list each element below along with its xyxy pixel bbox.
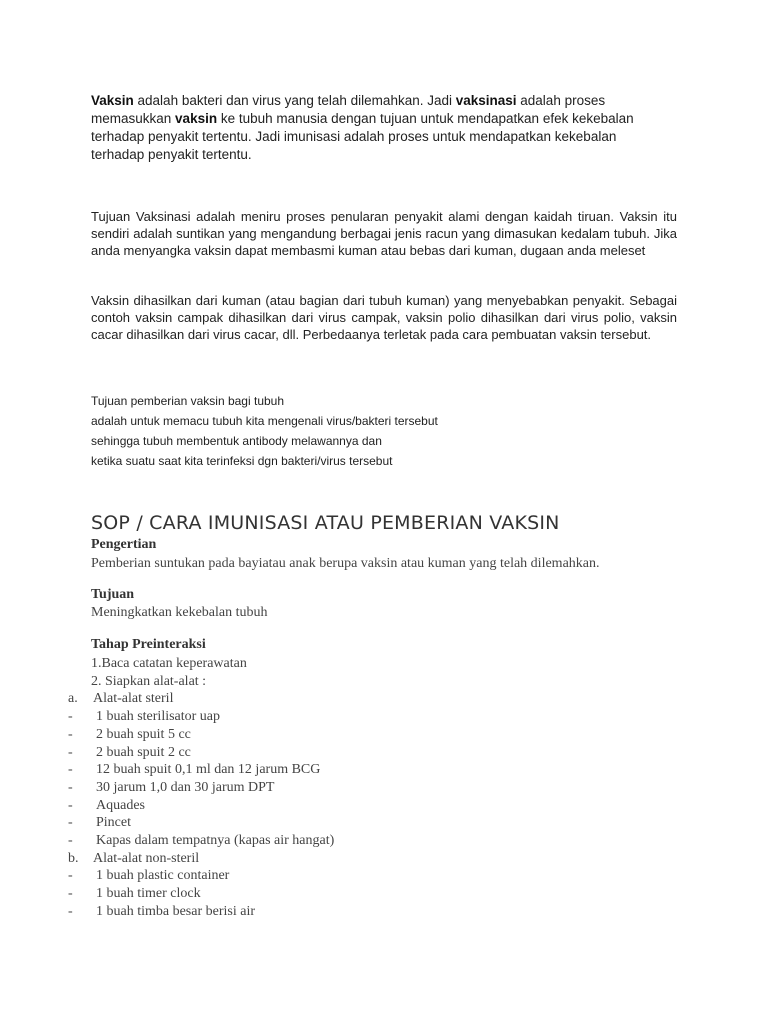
list-dash-marker: -: [68, 886, 73, 902]
list-item-text: 12 buah spuit 0,1 ml dan 12 jarum BCG: [96, 762, 321, 778]
sop-title: SOP / CARA IMUNISASI ATAU PEMBERIAN VAKSIN: [91, 512, 560, 534]
intro-text: adalah bakteri dan virus yang telah dilemahkan. Jadi: [133, 93, 456, 108]
list-dash-marker: -: [68, 779, 73, 795]
term-vaksinasi: vaksinasi: [455, 93, 517, 108]
list-dash-marker: -: [68, 833, 73, 848]
list-dash-marker: -: [68, 797, 73, 813]
list-dash-marker: -: [68, 709, 73, 725]
term-vaksin: Vaksin: [91, 93, 134, 108]
list-item-text: 2 buah spuit 2 cc: [96, 744, 191, 760]
list-dash-marker: -: [68, 815, 73, 831]
list-item-text: Alat-alat non-steril: [93, 850, 200, 866]
purpose-line: Tujuan pemberian vaksin bagi tubuh: [91, 394, 285, 408]
tujuan-text: Meningkatkan kekebalan tubuh: [91, 605, 268, 620]
list-item-text: Kapas dalam tempatnya (kapas air hangat): [96, 833, 335, 848]
vaksin-dihasilkan-paragraph: Vaksin dihasilkan dari kuman (atau bagian dari tubuh kuman) yang menyebabkan penyakit. Sebagai contoh vaksin campak dihasilkan dari virus campak, vaksin polio dihasilkan dari virus polio, vaksin cacar dihasilkan dari virus cacar, dll. Perbedaanya terletak pada cara pembuatan vaksin tersebut.: [91, 293, 677, 342]
list-item-text: 1 buah timba besar berisi air: [96, 903, 256, 919]
list-item-text: Aquades: [96, 797, 145, 813]
list-item-text: 1 buah sterilisator uap: [96, 709, 221, 725]
term-vaksin: vaksin: [175, 111, 218, 126]
list-item-text: 30 jarum 1,0 dan 30 jarum DPT: [96, 779, 275, 795]
pengertian-text: Pemberian suntukan pada bayiatau anak berupa vaksin atau kuman yang telah dilemahkan.: [91, 556, 600, 571]
list-dash-marker: -: [68, 903, 73, 919]
list-dash-marker: -: [68, 744, 73, 760]
pengertian-heading: Pengertian: [91, 537, 157, 552]
intro-text: ke tubuh manusia dengan tujuan untuk mendapatkan efek kekebalan terhadap penyakit tertentu. Jadi imunisasi adalah proses untuk mendapatkan kekebalan terhadap penyakit tertentu.: [91, 111, 634, 162]
list-item-text: 1 buah plastic container: [96, 868, 230, 884]
step-baca-catatan: 1.Baca catatan keperawatan: [91, 656, 247, 671]
list-item-text: Pincet: [96, 815, 131, 831]
list-item-text: 2 buah spuit 5 cc: [96, 726, 191, 742]
purpose-lines: [91, 391, 438, 471]
tujuan-heading: Tujuan: [91, 587, 135, 602]
list-item-text: 1 buah timer clock: [96, 886, 201, 902]
intro-paragraph: [91, 92, 651, 164]
list-letter-marker: a.: [68, 691, 78, 707]
list-item-text: Alat-alat steril: [93, 691, 174, 707]
list-letter-marker: b.: [68, 850, 79, 866]
purpose-line: adalah untuk memacu tubuh kita mengenali virus/bakteri tersebut: [91, 414, 438, 428]
tahap-preinteraksi-heading: Tahap Preinteraksi: [91, 637, 206, 652]
list-dash-marker: -: [68, 868, 73, 884]
list-dash-marker: -: [68, 762, 73, 778]
step-siapkan-alat: 2. Siapkan alat-alat :: [91, 673, 207, 689]
tujuan-vaksinasi-paragraph: Tujuan Vaksinasi adalah meniru proses penularan penyakit alami dengan kaidah tiruan. Vaksin itu sendiri adalah suntikan yang mengandung berbagai jenis racun yang dimasukan kedalam tubuh. Jika anda menyangka vaksin dapat membasmi kuman atau bebas dari kuman, dugaan anda meleset: [91, 209, 677, 258]
purpose-line: sehingga tubuh membentuk antibody melawannya dan: [91, 434, 382, 448]
purpose-line: ketika suatu saat kita terinfeksi dgn bakteri/virus tersebut: [91, 454, 393, 468]
list-dash-marker: -: [68, 726, 73, 742]
intro-text: adalah proses memasukkan: [91, 93, 606, 126]
